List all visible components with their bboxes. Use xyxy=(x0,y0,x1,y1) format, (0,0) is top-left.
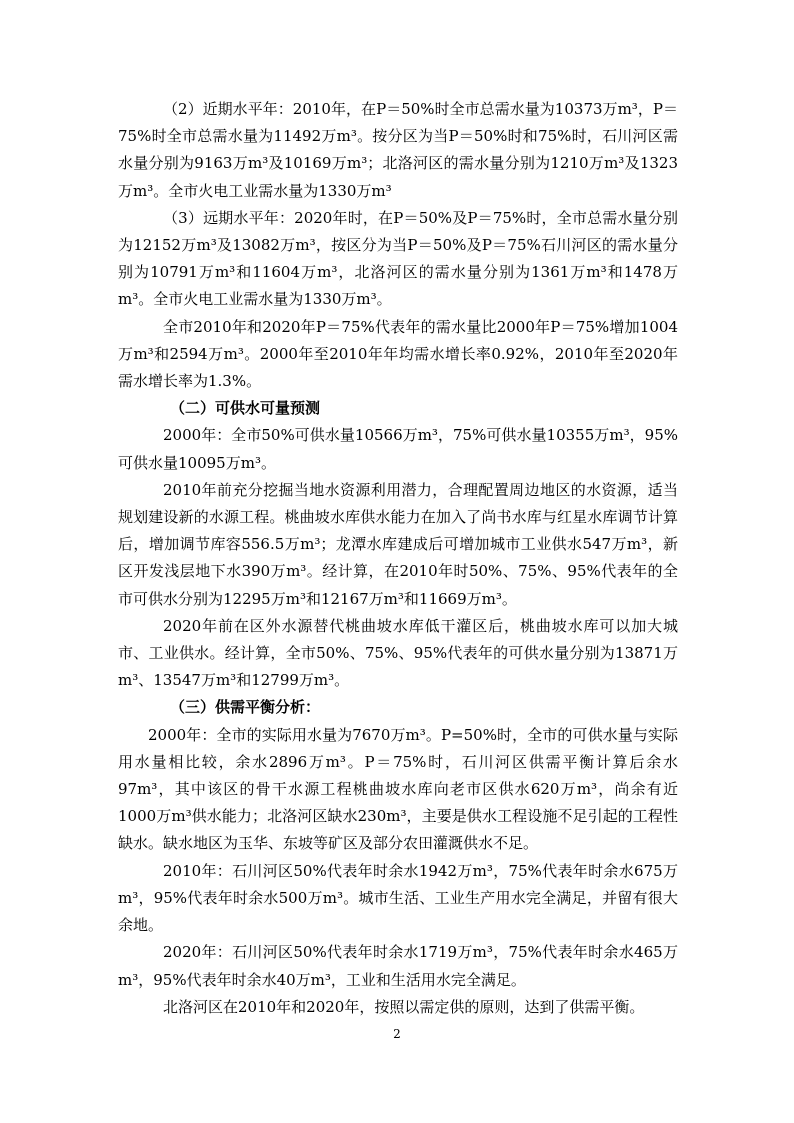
heading-supply-forecast: （二）可供水可量预测 xyxy=(170,399,321,418)
heading-balance-analysis: （三）供需平衡分析： xyxy=(170,698,321,717)
paragraph-supply-2020: 2020年前在区外水源替代桃曲坡水库低干灌区后，桃曲坡水库可以加大城市、工业供水。经计算，全市50%、75%、95%代表年的可供水量分别为13871万m³、13547万m³和12799万m³。 xyxy=(118,616,678,690)
paragraph-balance-2010: 2010年：石川河区50%代表年时余水1942万m³，75%代表年时余水675万m³，95%代表年时余水500万m³。城市生活、工业生产用水完全满足，并留有很大余地。 xyxy=(118,861,678,935)
paragraph-near-term: （2）近期水平年：2010年，在P＝50%时全市总需水量为10373万m³，P＝75%时全市总需水量为11492万m³。按分区为当P＝50%时和75%时，石川河区需水量分别为9163万m³及10169万m³；北洛河区的需水量分别为1210万m³及1323万m³。全市火电工业需水量为1330万m³ xyxy=(118,100,678,200)
paragraph-balance-2000: 2000年：全市的实际用水量为7670万m³。P=50%时，全市的可供水量与实际用水量相比较，余水2896万m³。P＝75%时，石川河区供需平衡计算后余水97m³，其中该区的骨干水源工程桃曲坡水库向老市区供水620万m³，尚余有近1000万m³供水能力；北洛河区缺水230m³，主要是供水工程设施不足引起的工程性缺水。缺水地区为玉华、东坡等矿区及部分农田灌溉供水不足。 xyxy=(118,725,678,853)
paragraph-supply-2000: 2000年：全市50%可供水量10566万m³，75%可供水量10355万m³，95%可供水量10095万m³。 xyxy=(118,426,678,472)
paragraph-demand-growth: 全市2010年和2020年P＝75%代表年的需水量比2000年P＝75%增加1004万m³和2594万m³。2000年至2010年年均需水增长率0.92%，2010年至2020年需水增长率为1.3%。 xyxy=(118,317,678,391)
paragraph-beiluo-balance: 北洛河区在2010年和2020年，按照以需定供的原则，达到了供需平衡。 xyxy=(163,997,645,1016)
paragraph-balance-2020: 2020年：石川河区50%代表年时余水1719万m³，75%代表年时余水465万m³，95%代表年时余水40万m³，工业和生活用水完全满足。 xyxy=(118,943,678,989)
document-body xyxy=(118,96,678,1021)
paragraph-long-term: （3）远期水平年：2020年时，在P＝50%及P＝75%时，全市总需水量分别为12152万m³及13082万m³，按区分为当P＝50%及P＝75%石川河区的需水量分别为10791万m³和11604万m³，北洛河区的需水量分别为1361万m³和1478万m³。全市火电工业需水量为1330万m³。 xyxy=(118,208,678,309)
paragraph-supply-2010: 2010年前充分挖掘当地水资源利用潜力，合理配置周边地区的水资源，适当规划建设新的水源工程。桃曲坡水库供水能力在加入了尚书水库与红星水库调节计算后，增加调节库容556.5万m³；龙潭水库建成后可增加城市工业供水547万m³，新区开发浅层地下水390万m³。经计算，在2010年时50%、75%、95%代表年的全市可供水分别为12295万m³和12167万m³和11669万m³。 xyxy=(118,480,678,608)
page-number: 2 xyxy=(393,1027,401,1041)
